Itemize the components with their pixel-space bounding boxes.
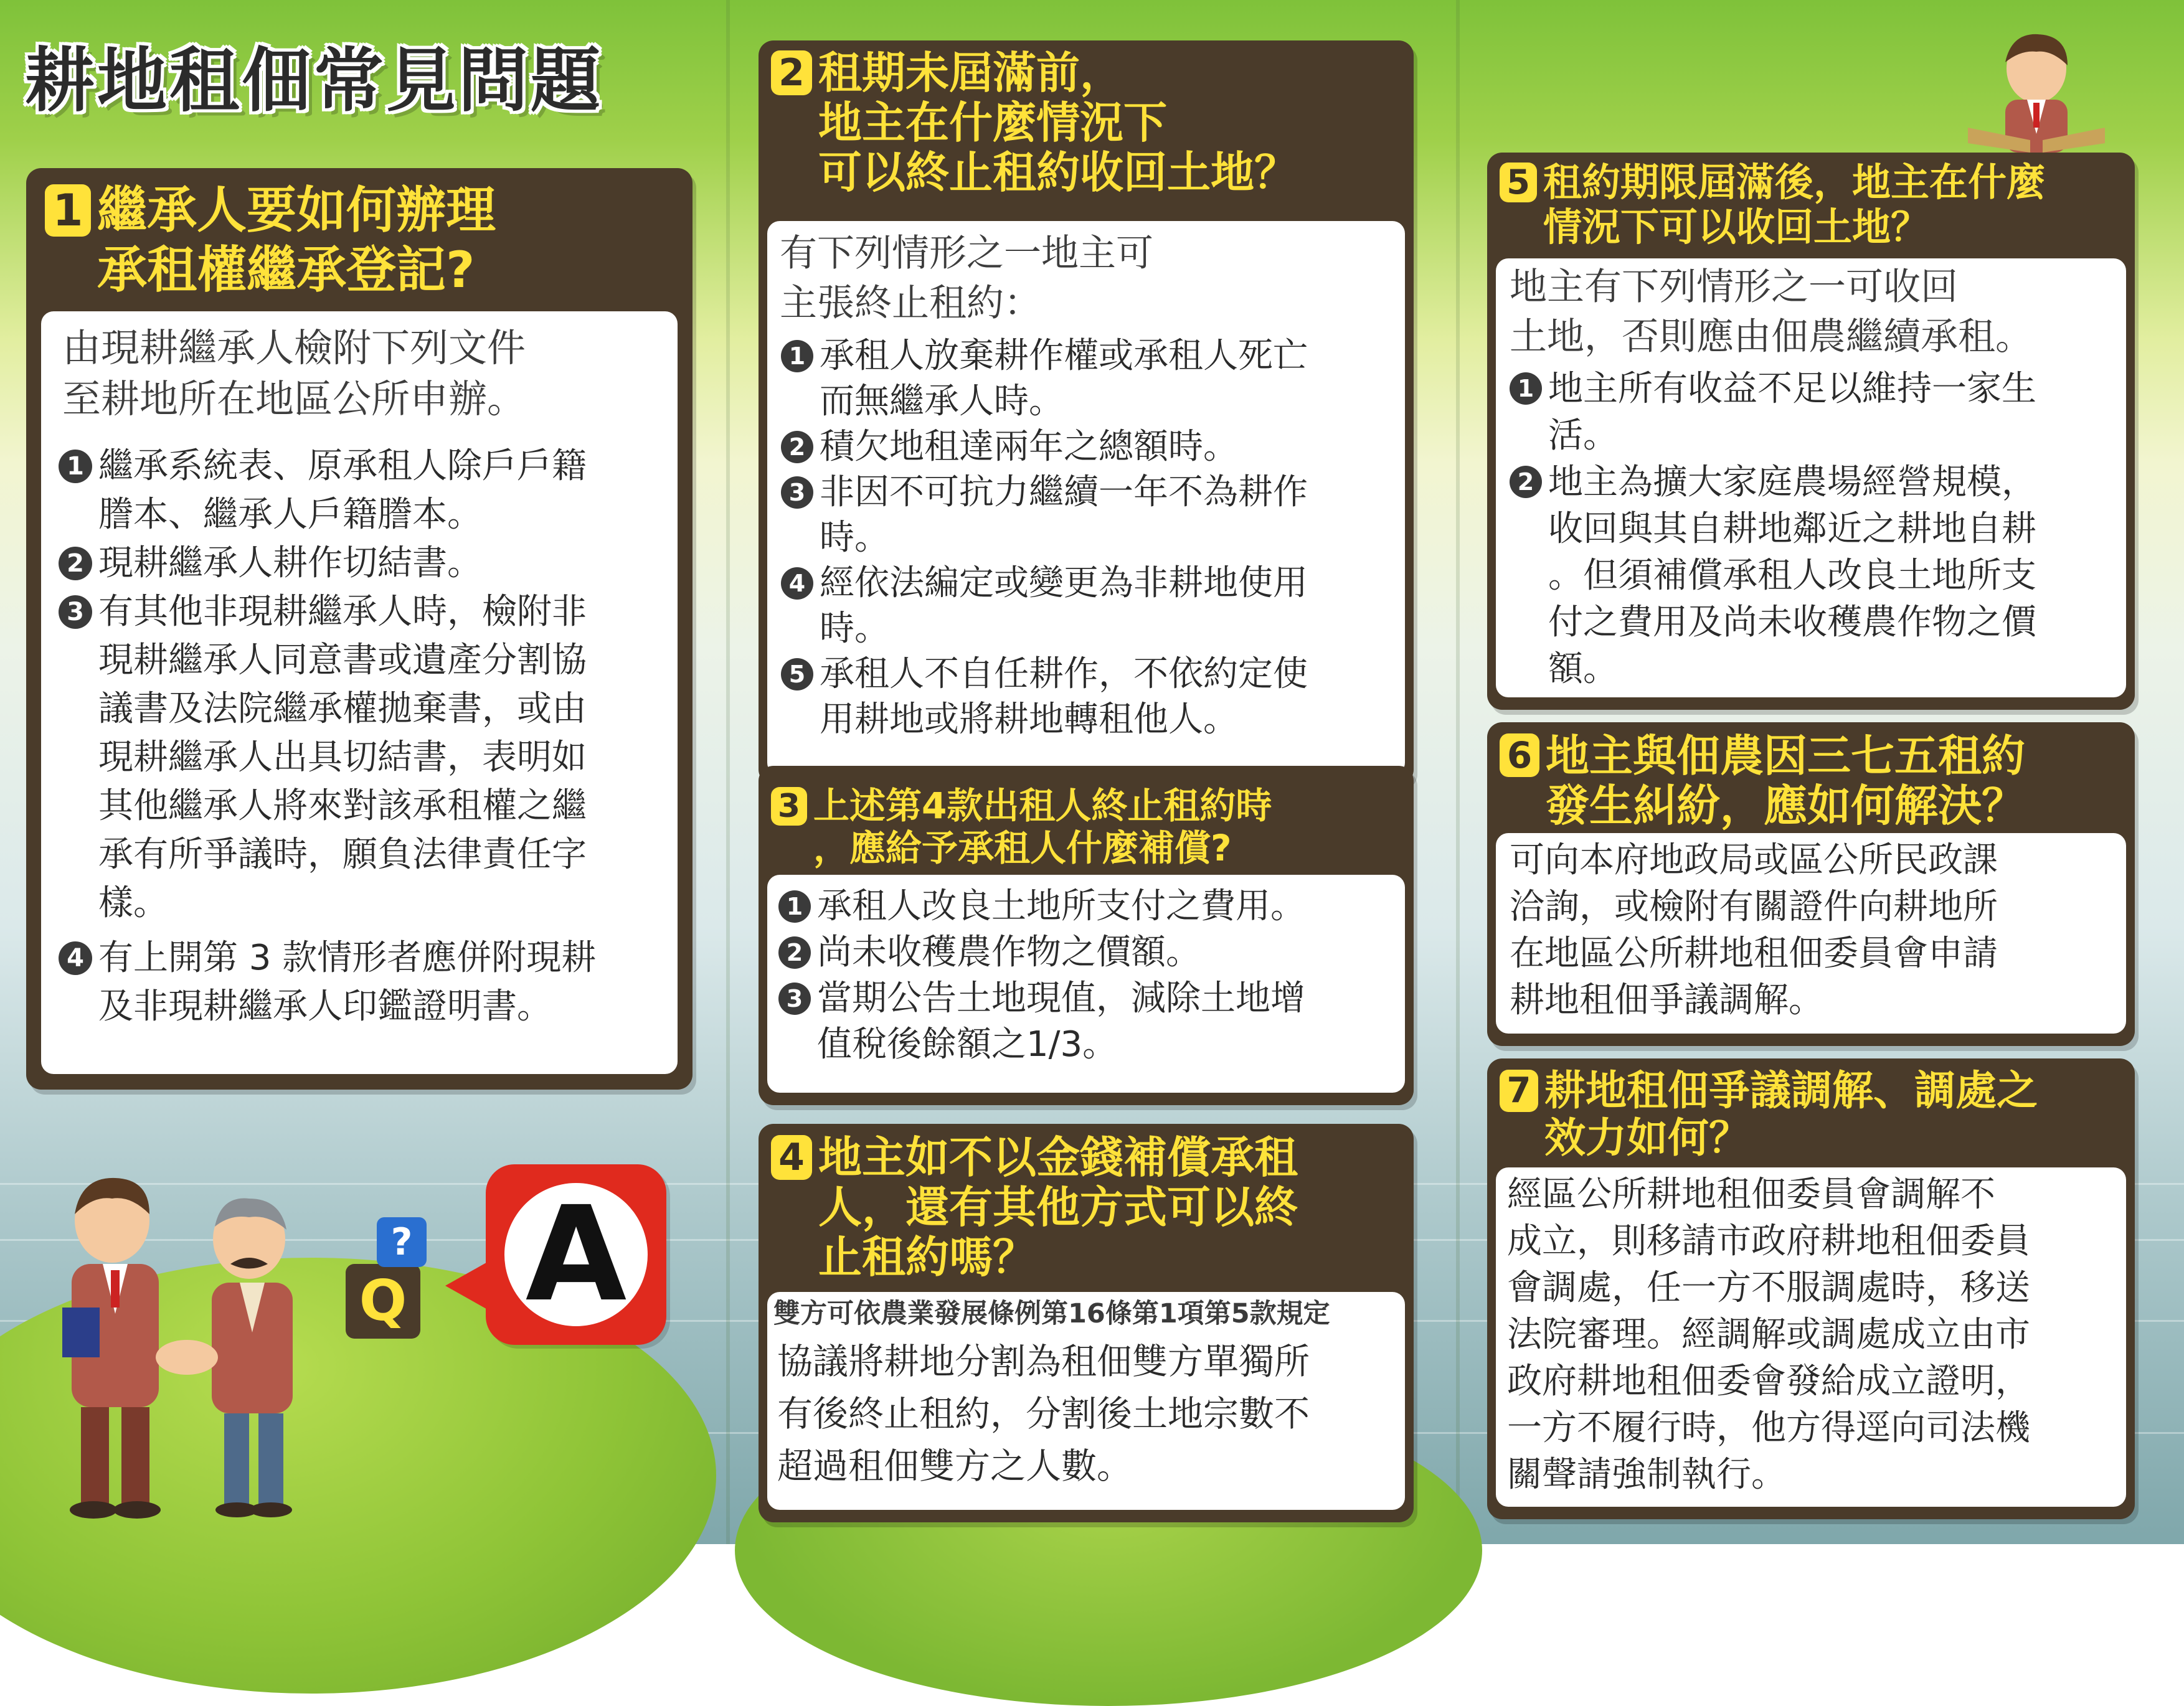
answer-intro: 有下列情形之一地主可 主張終止租約：	[780, 232, 1153, 325]
item-number-badge: 1	[781, 340, 813, 372]
list-item: 3 有其他非現耕繼承人時，檢附非 現耕繼承人同意書或遺產分割協 議書及法院繼承權拋棄書，或由 現耕繼承人出具切結書，表明如 其他繼承人將來對該承租權之繼 承有所爭議時，願負法律責任字 樣。	[59, 588, 669, 928]
item-number-badge: 2	[778, 936, 811, 969]
reading-man-illustration	[1968, 22, 2105, 153]
q-letter: Q	[359, 1268, 407, 1334]
list-item: 3 當期公告土地現值，減除土地增 值稅後餘額之1/3。	[778, 976, 1395, 1068]
item-number-badge: 4	[59, 941, 92, 975]
question-number-badge: 7	[1500, 1070, 1538, 1112]
item-number-badge: 5	[781, 658, 813, 690]
list-item: 4 有上開第 3 款情形者應併附現耕 及非現耕繼承人印鑑證明書。	[59, 934, 669, 1031]
list-item: 2 地主為擴大家庭農場經營規模， 收回與其自耕地鄰近之耕地自耕 。但須補償承租人改良土地所支 付之費用及尚未收穫農作物之價 額。	[1510, 459, 2120, 692]
question-title: 上述第4款出租人終止租約時 ，應給予承租人什麼補償?	[813, 785, 1272, 869]
question-mark-bubble: ?	[377, 1217, 427, 1267]
question-number-badge: 2	[771, 50, 812, 95]
list-item: 5 承租人不自任耕作，不依約定使 用耕地或將耕地轉租他人。	[781, 651, 1397, 742]
answer-list	[781, 333, 1397, 742]
list-item: 1 承租人改良土地所支付之費用。	[778, 884, 1395, 930]
question-card-4	[759, 1124, 1414, 1522]
q-speech-bubble	[346, 1264, 420, 1339]
answer-intro: 地主有下列情形之一可收回 土地，否則應由佃農繼續承租。	[1510, 265, 2033, 359]
legal-basis-note: 雙方可依農業發展條例第16條第1項第5款規定	[773, 1298, 1330, 1329]
list-item: 1 地主所有收益不足以維持一家生 活。	[1510, 365, 2120, 459]
item-number-badge: 2	[781, 431, 813, 463]
question-number-badge: 4	[771, 1135, 812, 1180]
answer-list	[59, 442, 669, 1031]
item-number-badge: 1	[778, 890, 811, 923]
answer-list	[778, 884, 1395, 1068]
a-bubble-tail-icon	[445, 1258, 495, 1314]
answer-panel	[767, 1292, 1405, 1510]
handshake-illustration	[44, 1171, 330, 1519]
list-item: 2 尚未收穫農作物之價額。	[778, 930, 1395, 976]
item-number-badge: 1	[59, 450, 92, 483]
answer-text: 協議將耕地分割為租佃雙方單獨所 有後終止租約，分割後土地宗數不 超過租佃雙方之人數。	[777, 1341, 1310, 1487]
question-title: 耕地租佃爭議調解、調處之 效力如何？	[1544, 1067, 2038, 1162]
item-number-badge: 3	[778, 983, 811, 1015]
question-title: 繼承人要如何辦理 承租權繼承登記?	[97, 181, 496, 299]
question-number-badge: 3	[771, 787, 807, 826]
item-number-badge: 3	[781, 476, 813, 509]
page-title: 耕地租佃常見問題	[25, 40, 603, 121]
question-title: 地主如不以金錢補償承租 人，還有其他方式可以終 止租約嗎？	[818, 1132, 1298, 1283]
list-item: 2 現耕繼承人耕作切結書。	[59, 539, 669, 588]
question-title: 地主與佃農因三七五租約 發生糾紛，應如何解決？	[1546, 730, 2025, 831]
answer-intro: 由現耕繼承人檢附下列文件 至耕地所在地區公所申辦。	[62, 325, 526, 422]
question-number-badge: 5	[1500, 163, 1537, 202]
list-item: 3 非因不可抗力繼續一年不為耕作 時。	[781, 469, 1397, 560]
question-card-3	[759, 766, 1414, 1105]
question-title: 租約期限屆滿後，地主在什麼 情況下可以收回土地？	[1543, 159, 2046, 250]
answer-panel	[41, 311, 678, 1074]
list-item: 4 經依法編定或變更為非耕地使用 時。	[781, 560, 1397, 651]
question-card-2	[759, 40, 1414, 785]
answer-panel	[767, 875, 1405, 1093]
item-number-badge: 2	[59, 547, 92, 580]
question-number-badge: 1	[45, 184, 91, 237]
list-item: 1 承租人放棄耕作權或承租人死亡 而無繼承人時。	[781, 333, 1397, 424]
question-card-7	[1487, 1058, 2135, 1519]
answer-panel	[1496, 258, 2126, 697]
answer-list	[1510, 365, 2120, 692]
fold-line	[1456, 0, 1460, 1544]
item-number-badge: 1	[1510, 372, 1542, 405]
fold-line	[726, 0, 730, 1544]
a-speech-bubble	[486, 1164, 666, 1345]
question-card-5	[1487, 153, 2135, 710]
answer-panel	[1496, 833, 2126, 1034]
question-card-6	[1487, 722, 2135, 1046]
answer-text: 經區公所耕地租佃委員會調解不 成立，則移請市政府耕地租佃委員 會調處，任一方不服調處時，移送 法院審理。經調解或調處成立由市 政府耕地租佃委會發給成立證明， 一方不履行時，他方得逕向司法機 關聲請強制執行。	[1507, 1174, 2030, 1495]
question-card-1	[26, 168, 693, 1090]
question-number-badge: 6	[1500, 733, 1539, 777]
question-title: 租期未屆滿前， 地主在什麼情況下 可以終止租約收回土地？	[818, 47, 1298, 198]
list-item: 2 積欠地租達兩年之總額時。	[781, 424, 1397, 469]
a-letter: A	[525, 1178, 627, 1331]
item-number-badge: 3	[59, 595, 92, 629]
answer-text: 可向本府地政局或區公所民政課 洽詢，或檢附有關證件向耕地所 在地區公所耕地租佃委員會申請 耕地租佃爭議調解。	[1510, 840, 1998, 1020]
list-item: 1 繼承系統表、原承租人除戶戶籍 謄本、繼承人戶籍謄本。	[59, 442, 669, 539]
answer-panel	[767, 221, 1405, 775]
item-number-badge: 4	[781, 567, 813, 600]
answer-panel	[1496, 1167, 2126, 1507]
item-number-badge: 2	[1510, 466, 1542, 498]
